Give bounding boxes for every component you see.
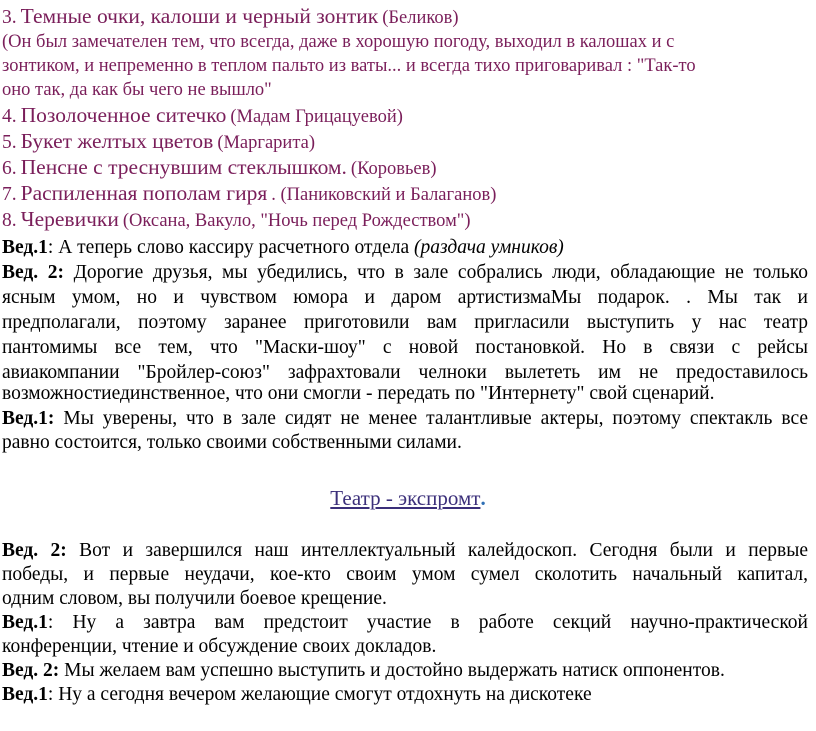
item-number: 4. (2, 106, 17, 127)
item-title: Темные очки, калоши и черный зонтик (20, 4, 379, 28)
item-title: Пенсне с треснувшим стеклышком. (20, 155, 347, 179)
paragraph-host2-line-2: ясным умом, но и чувством юмора и даром артистизмаМы подарок. . Мы так и (2, 287, 808, 308)
item-title: Позолоченное ситечко (20, 103, 227, 127)
item-character: . (Паниковский и Балаганов) (271, 185, 497, 205)
paragraph-host2-closing-line-3: одним словом, вы получили боевое крещение. (2, 588, 387, 609)
speaker-label: Вед. 2: (2, 660, 60, 681)
paragraph-host1-closing-line-1 (2, 613, 808, 633)
paragraph-text: Дорогие друзья, мы убедились, что в зале собрались люди, обладающие не только (64, 262, 809, 283)
speaker-label: Вед.1: (2, 408, 55, 429)
list-item-7 (2, 183, 496, 205)
item-character: (Коровьев) (350, 159, 437, 179)
section-title-link[interactable]: Театр - экспромт (330, 486, 481, 510)
paragraph-host2-closing-line-1 (2, 541, 808, 561)
item-number: 6. (2, 158, 17, 179)
paragraph-host2-line-6: возможностиединственное, что они смогли - передать по "Интернету" свой сценарий. (2, 383, 715, 404)
paragraph-host2-closing-line-2: победы, и первые неудачи, кое-кто своим умом сумел сколотить начальный капитал, (2, 564, 808, 585)
paragraph-text: Мы желаем вам успешно выступить и достойно выдержать натиск оппонентов. (59, 660, 725, 681)
paragraph-host2-line-4: пантомимы все тем, что "Маски-шоу" с новой постановкой. Но в связи с рейсы (2, 337, 808, 358)
item-character: (Мадам Грицацуевой) (230, 107, 403, 127)
quote-line-3: оно так, да как бы чего не вышло" (2, 80, 272, 100)
speaker-label: Вед.1 (2, 612, 48, 633)
speaker-label: Вед. 2: (2, 262, 64, 283)
item-character: (Оксана, Вакуло, "Ночь перед Рождеством") (122, 211, 471, 231)
speaker-label: Вед.1 (2, 684, 48, 705)
item-title: Распиленная пополам гиря (20, 181, 268, 205)
quote-line-1: (Он был замечателен тем, что всегда, даже в хорошую погоду, выходил в калошах и с (2, 32, 675, 52)
list-item-4 (2, 105, 403, 127)
item-character: (Беликов) (382, 8, 459, 28)
item-title: Букет желтых цветов (20, 129, 214, 153)
list-item-3 (2, 6, 459, 28)
item-number: 5. (2, 132, 17, 153)
paragraph-text: Вот и завершился наш интеллектуальный калейдоскоп. Сегодня были и первые (66, 540, 808, 561)
item-number: 7. (2, 184, 17, 205)
paragraph-text: : А теперь слово кассиру расчетного отдела (47, 237, 415, 258)
quote-line-2: зонтиком, и непременно в теплом пальто из ваты... и всегда тихо приговаривал : "Так-то (2, 56, 696, 76)
paragraph-host2-line-5: авиакомпании "Бройлер-союз" зафрахтовали челноки вылететь им не предоставилось (2, 362, 808, 383)
section-title (0, 486, 816, 511)
paragraph-host2-wishes (2, 661, 725, 681)
paragraph-host2-line-1 (2, 263, 808, 283)
paragraph-host1-line-1 (2, 409, 808, 429)
list-item-8 (2, 209, 470, 231)
paragraph-host1-line-2: равно состоится, только своими собственными силами. (2, 432, 462, 453)
paragraph-host1-closing-line-2: конференции, чтение и обсуждение своих докладов. (2, 636, 437, 657)
section-title-dot: . (480, 486, 486, 510)
speaker-label: Вед. 2: (2, 540, 67, 561)
list-item-5 (2, 131, 315, 153)
paragraph-text: Мы уверены, что в зале сидят не менее талантливые актеры, поэтому спектакль все (54, 408, 808, 429)
paragraph-host1-intro (2, 238, 564, 258)
stage-direction: (раздача умников) (414, 237, 564, 258)
item-number: 3. (2, 7, 17, 28)
item-character: (Маргарита) (217, 133, 316, 153)
item-title: Черевички (20, 207, 119, 231)
paragraph-host1-final (2, 685, 592, 705)
list-item-6 (2, 157, 437, 179)
paragraph-text: : Ну а завтра вам предстоит участие в работе секций научно-практической (47, 612, 808, 633)
paragraph-text: : Ну а сегодня вечером желающие смогут отдохнуть на дискотеке (47, 684, 592, 705)
item-number: 8. (2, 210, 17, 231)
paragraph-host2-line-3: предполагали, поэтому заранее приготовили вам пригласили выступить у нас театр (2, 312, 808, 333)
speaker-label: Вед.1 (2, 237, 48, 258)
